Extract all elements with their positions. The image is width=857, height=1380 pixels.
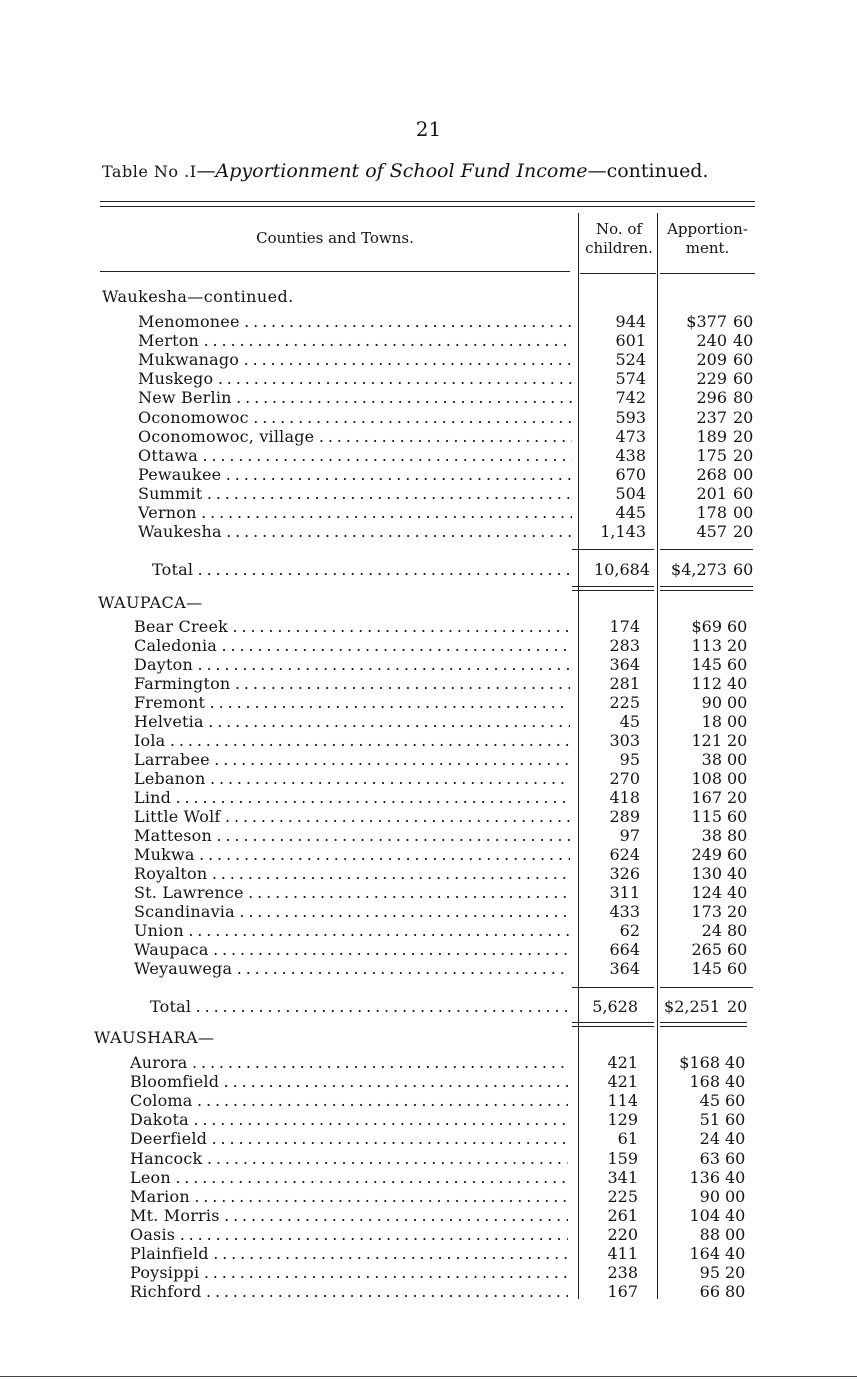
children-count: 220 [607,1224,638,1244]
children-count: 303 [609,731,640,750]
waukesha-total-double-rule-right-2 [660,590,753,591]
apportionment-dollars: 90 [701,693,722,712]
apportionment-dollars: 124 [691,883,722,902]
table-row [0,1129,857,1148]
apportionment-cents: 40 [727,864,748,883]
table-row [0,750,857,769]
page-number: 21 [415,117,442,141]
table-row [0,1244,857,1263]
town-name: Royalton . . . [134,864,570,883]
table-row [0,408,857,427]
children-count: 45 [619,712,640,731]
page-bottom-edge [0,1376,857,1377]
apportionment-dollars: 167 [691,788,722,807]
waupaca-total-double-rule-right-2 [660,1026,747,1027]
table-row [0,1053,857,1072]
table-row [0,636,857,655]
apportionment-cents: 80 [727,826,748,845]
apportionment-cents: 80 [727,921,748,940]
table-row [0,902,857,921]
waupaca-total-rule-mid [572,987,654,988]
waupaca-total-double-rule-mid-1 [572,1022,654,1023]
header-bottom-rule-right [660,273,755,274]
waupaca-total-double-rule-right-1 [660,1022,747,1023]
waupaca-total-children: 5,628 [592,997,638,1016]
apportionment-cents: 20 [725,1263,746,1283]
town-name: Dakota . . . [130,1110,568,1129]
table-row [0,864,857,883]
waukesha-total-dollars: $4,273 [671,560,727,579]
children-count: 225 [609,693,640,712]
table-row [0,1263,857,1282]
town-name: Leon . . . [130,1168,568,1187]
column-header-children-line1: No. of [595,220,642,238]
apportionment-cents: 40 [725,1129,746,1149]
children-count: 61 [617,1129,638,1149]
apportionment-dollars: 145 [691,959,722,978]
town-name: Weyauwega . . . [134,959,570,978]
apportionment-cents: 60 [727,959,748,978]
children-count: 238 [607,1263,638,1283]
town-name: Deerfield . . . [130,1129,568,1148]
apportionment-cents: 40 [725,1053,746,1072]
caption-suffix: —continued. [587,160,709,182]
table-row [0,312,857,331]
town-name: Dayton . . . [134,655,570,674]
table-row [0,959,857,978]
children-count: 283 [609,636,640,655]
apportionment-dollars: 95 [699,1263,720,1283]
section-title-waushara: WAUSHARA— [94,1028,215,1047]
apportionment-dollars: 108 [691,769,722,788]
apportionment-cents: 60 [727,617,748,636]
apportionment-cents: 00 [725,1186,746,1206]
apportionment-dollars: 18 [701,712,722,731]
children-count: 167 [607,1282,638,1302]
apportionment-cents: 20 [727,636,748,655]
apportionment-cents: 60 [727,655,748,674]
table-row [0,446,857,465]
table-row [0,522,857,541]
town-name: Lebanon . . . [134,769,570,788]
apportionment-dollars: 189 [696,426,727,446]
section-title-waukesha: Waukesha—continued. [102,287,294,306]
town-name: Mukwanago . . . [138,350,572,369]
children-count: 97 [619,826,640,845]
table-title: Apyortionment of School Fund Income [215,160,588,182]
apportionment-dollars: $69 [691,617,722,636]
apportionment-dollars: 296 [696,388,727,408]
waukesha-total-double-rule-right-1 [660,586,753,587]
table-row [0,1187,857,1206]
waupaca-total-label: Total . . . [150,997,570,1016]
apportionment-cents: 00 [733,464,754,484]
apportionment-dollars: 104 [689,1205,720,1225]
table-row [0,1149,857,1168]
apportionment-dollars: 115 [691,807,722,826]
apportionment-dollars: 173 [691,902,722,921]
waukesha-total-row [0,560,857,579]
apportionment-cents: 40 [727,674,748,693]
table-row [0,484,857,503]
apportionment-dollars: 457 [696,522,727,542]
waukesha-total-children: 10,684 [594,560,650,579]
table-row [0,940,857,959]
table-row [0,788,857,807]
children-count: 174 [609,617,640,636]
town-name: Muskego . . . [138,369,572,388]
children-count: 421 [607,1072,638,1092]
town-name: Bloomfield . . . [130,1072,568,1091]
table-row [0,465,857,484]
apportionment-dollars: 38 [701,826,722,845]
apportionment-dollars: 268 [696,464,727,484]
apportionment-dollars: 45 [699,1091,720,1111]
column-header-counties-towns: Counties and Towns. [256,229,414,247]
apportionment-dollars: 121 [691,731,722,750]
apportionment-dollars: 113 [691,636,722,655]
town-name: Oconomowoc . . . [138,408,572,427]
apportionment-dollars: 63 [699,1148,720,1168]
town-name: Waupaca . . . [134,940,570,959]
apportionment-cents: 60 [733,350,754,370]
table-row [0,655,857,674]
table-row [0,674,857,693]
section-heading-waukesha [102,287,294,306]
header-bottom-rule-mid [580,273,656,274]
waukesha-total-rule-mid [572,549,654,550]
column-header-children-line2: children. [585,239,653,257]
town-name: Menomonee . . . [138,312,572,331]
table-row [0,1282,857,1301]
table-row [0,1225,857,1244]
apportionment-dollars: 229 [696,369,727,389]
children-count: 411 [607,1244,638,1263]
apportionment-cents: 00 [733,503,754,522]
table-label: Table No .I [102,162,197,181]
children-count: 593 [615,407,646,427]
column-header-children [580,220,658,258]
apportionment-cents: 20 [727,902,748,921]
town-name: Coloma . . . [130,1091,568,1110]
children-count: 438 [615,445,646,465]
children-count: 311 [609,883,640,902]
town-name: Oconomowoc, village . . . [138,427,572,446]
apportionment-dollars: 136 [689,1167,720,1187]
children-count: 62 [619,921,640,940]
town-name: Union . . . [134,921,570,940]
town-name: New Berlin . . . [138,388,572,407]
apportionment-cents: 80 [733,388,754,408]
table-caption [102,160,709,182]
town-name: Summit . . . [138,484,572,503]
table-row [0,1072,857,1091]
section-title-waupaca: WAUPACA— [98,593,203,612]
children-count: 114 [607,1091,638,1111]
table-row [0,617,857,636]
children-count: 524 [615,350,646,370]
town-name: Lind . . . [134,788,570,807]
children-count: 670 [615,464,646,484]
table-row [0,845,857,864]
apportionment-dollars: 24 [699,1129,720,1149]
apportionment-cents: 80 [725,1282,746,1302]
table-row [0,883,857,902]
apportionment-cents: 60 [727,807,748,826]
children-count: 504 [615,483,646,503]
town-name: Helvetia . . . [134,712,570,731]
apportionment-cents: 40 [725,1167,746,1187]
town-name: Caledonia . . . [134,636,570,655]
apportionment-cents: 40 [725,1244,746,1263]
table-row [0,712,857,731]
table-row [0,427,857,446]
town-name: Pewaukee . . . [138,465,572,484]
children-count: 624 [609,845,640,864]
apportionment-dollars: 168 [689,1072,720,1092]
column-header-apportionment [660,220,755,258]
town-name: Fremont . . . [134,693,570,712]
children-count: 944 [615,312,646,331]
town-name: Mt. Morris . . . [130,1206,568,1225]
table-row [0,350,857,369]
town-name: St. Lawrence . . . [134,883,570,902]
apportionment-cents: 60 [727,940,748,959]
table-row [0,807,857,826]
apportionment-cents: 00 [725,1224,746,1244]
apportionment-cents: 00 [727,693,748,712]
table-row [0,731,857,750]
apportionment-cents: 60 [725,1091,746,1111]
table-row [0,826,857,845]
apportionment-dollars: 112 [691,674,722,693]
table-row [0,1168,857,1187]
waukesha-total-rule-right [660,549,753,550]
header-bottom-rule-left [100,271,570,272]
apportionment-cents: 60 [733,312,754,331]
town-name: Scandinavia . . . [134,902,570,921]
apportionment-dollars: 51 [699,1110,720,1130]
children-count: 261 [607,1205,638,1225]
apportionment-dollars: 201 [696,483,727,503]
table-row [0,769,857,788]
apportionment-cents: 40 [733,331,754,351]
apportionment-dollars: 178 [696,503,727,522]
apportionment-dollars: 145 [691,655,722,674]
town-name: Iola . . . [134,731,570,750]
table-row [0,331,857,350]
apportionment-dollars: 130 [691,864,722,883]
town-name: Marion . . . [130,1187,568,1206]
apportionment-cents: 60 [725,1110,746,1130]
waupaca-total-double-rule-mid-2 [572,1026,654,1027]
apportionment-dollars: 237 [696,407,727,427]
children-count: 473 [615,426,646,446]
apportionment-dollars: 265 [691,940,722,959]
children-count: 418 [609,788,640,807]
town-name: Matteson . . . [134,826,570,845]
children-count: 445 [615,503,646,522]
town-name: Plainfield . . . [130,1244,568,1263]
children-count: 326 [609,864,640,883]
apportionment-dollars: 164 [689,1244,720,1263]
apportionment-cents: 20 [733,426,754,446]
waupaca-total-row [0,997,857,1016]
children-count: 601 [615,331,646,351]
children-count: 341 [607,1167,638,1187]
children-count: 574 [615,369,646,389]
waukesha-total-double-rule-mid-2 [572,590,654,591]
children-count: 364 [609,959,640,978]
apportionment-dollars: 249 [691,845,722,864]
apportionment-cents: 60 [733,483,754,503]
table-row [0,369,857,388]
waupaca-total-cents: 20 [727,997,748,1016]
town-name: Farmington . . . [134,674,570,693]
town-name: Hancock . . . [130,1149,568,1168]
apportionment-cents: 40 [727,883,748,902]
apportionment-dollars: 90 [699,1186,720,1206]
table-row [0,503,857,522]
town-name: Larrabee . . . [134,750,570,769]
table-row [0,921,857,940]
children-count: 95 [619,750,640,769]
town-name: Bear Creek . . . [134,617,570,636]
waupaca-total-dollars: $2,251 [664,997,720,1016]
column-header-apportionment-line2: ment. [685,239,730,257]
apportionment-dollars: $377 [686,312,727,331]
table-row [0,693,857,712]
town-name: Ottawa . . . [138,446,572,465]
children-count: 159 [607,1148,638,1168]
section-heading-waushara [94,1028,214,1047]
header-top-rule-2 [100,206,755,207]
caption-dash: — [196,160,216,182]
section-heading-waupaca [98,593,203,612]
apportionment-cents: 40 [725,1072,746,1092]
town-name: Little Wolf . . . [134,807,570,826]
apportionment-dollars: 24 [701,921,722,940]
apportionment-dollars: 175 [696,445,727,465]
children-count: 270 [609,769,640,788]
children-count: 421 [607,1053,638,1072]
column-header-apportionment-line1: Apportion- [667,220,748,238]
town-name: Merton . . . [138,331,572,350]
children-count: 225 [607,1186,638,1206]
town-name: Aurora . . . [130,1053,568,1072]
table-row [0,1091,857,1110]
table-row [0,1110,857,1129]
children-count: 281 [609,674,640,693]
apportionment-dollars: 209 [696,350,727,370]
apportionment-dollars: 240 [696,331,727,351]
town-name: Mukwa . . . [134,845,570,864]
children-count: 742 [615,388,646,408]
apportionment-cents: 20 [733,522,754,542]
apportionment-cents: 60 [733,369,754,389]
apportionment-cents: 20 [727,788,748,807]
table-row [0,1206,857,1225]
children-count: 433 [609,902,640,921]
apportionment-cents: 60 [727,845,748,864]
apportionment-cents: 40 [725,1205,746,1225]
apportionment-cents: 00 [727,769,748,788]
children-count: 289 [609,807,640,826]
waupaca-total-rule-right [660,987,753,988]
town-name: Richford . . . [130,1282,568,1301]
town-name: Vernon . . . [138,503,572,522]
waukesha-total-label: Total . . . [152,560,572,579]
children-count: 1,143 [600,522,646,542]
apportionment-cents: 20 [733,445,754,465]
town-name: Waukesha . . . [138,522,572,541]
apportionment-cents: 00 [727,712,748,731]
apportionment-cents: 20 [727,731,748,750]
apportionment-dollars: 66 [699,1282,720,1302]
apportionment-dollars: 88 [699,1224,720,1244]
apportionment-cents: 60 [725,1148,746,1168]
town-name: Oasis . . . [130,1225,568,1244]
apportionment-dollars: 38 [701,750,722,769]
header-top-rule [100,201,755,202]
apportionment-cents: 00 [727,750,748,769]
children-count: 364 [609,655,640,674]
apportionment-dollars: $168 [679,1053,720,1072]
town-name: Poysippi . . . [130,1263,568,1282]
children-count: 664 [609,940,640,959]
apportionment-cents: 20 [733,407,754,427]
waukesha-total-double-rule-mid-1 [572,586,654,587]
table-row [0,388,857,407]
children-count: 129 [607,1110,638,1130]
waukesha-total-cents: 60 [733,560,754,579]
